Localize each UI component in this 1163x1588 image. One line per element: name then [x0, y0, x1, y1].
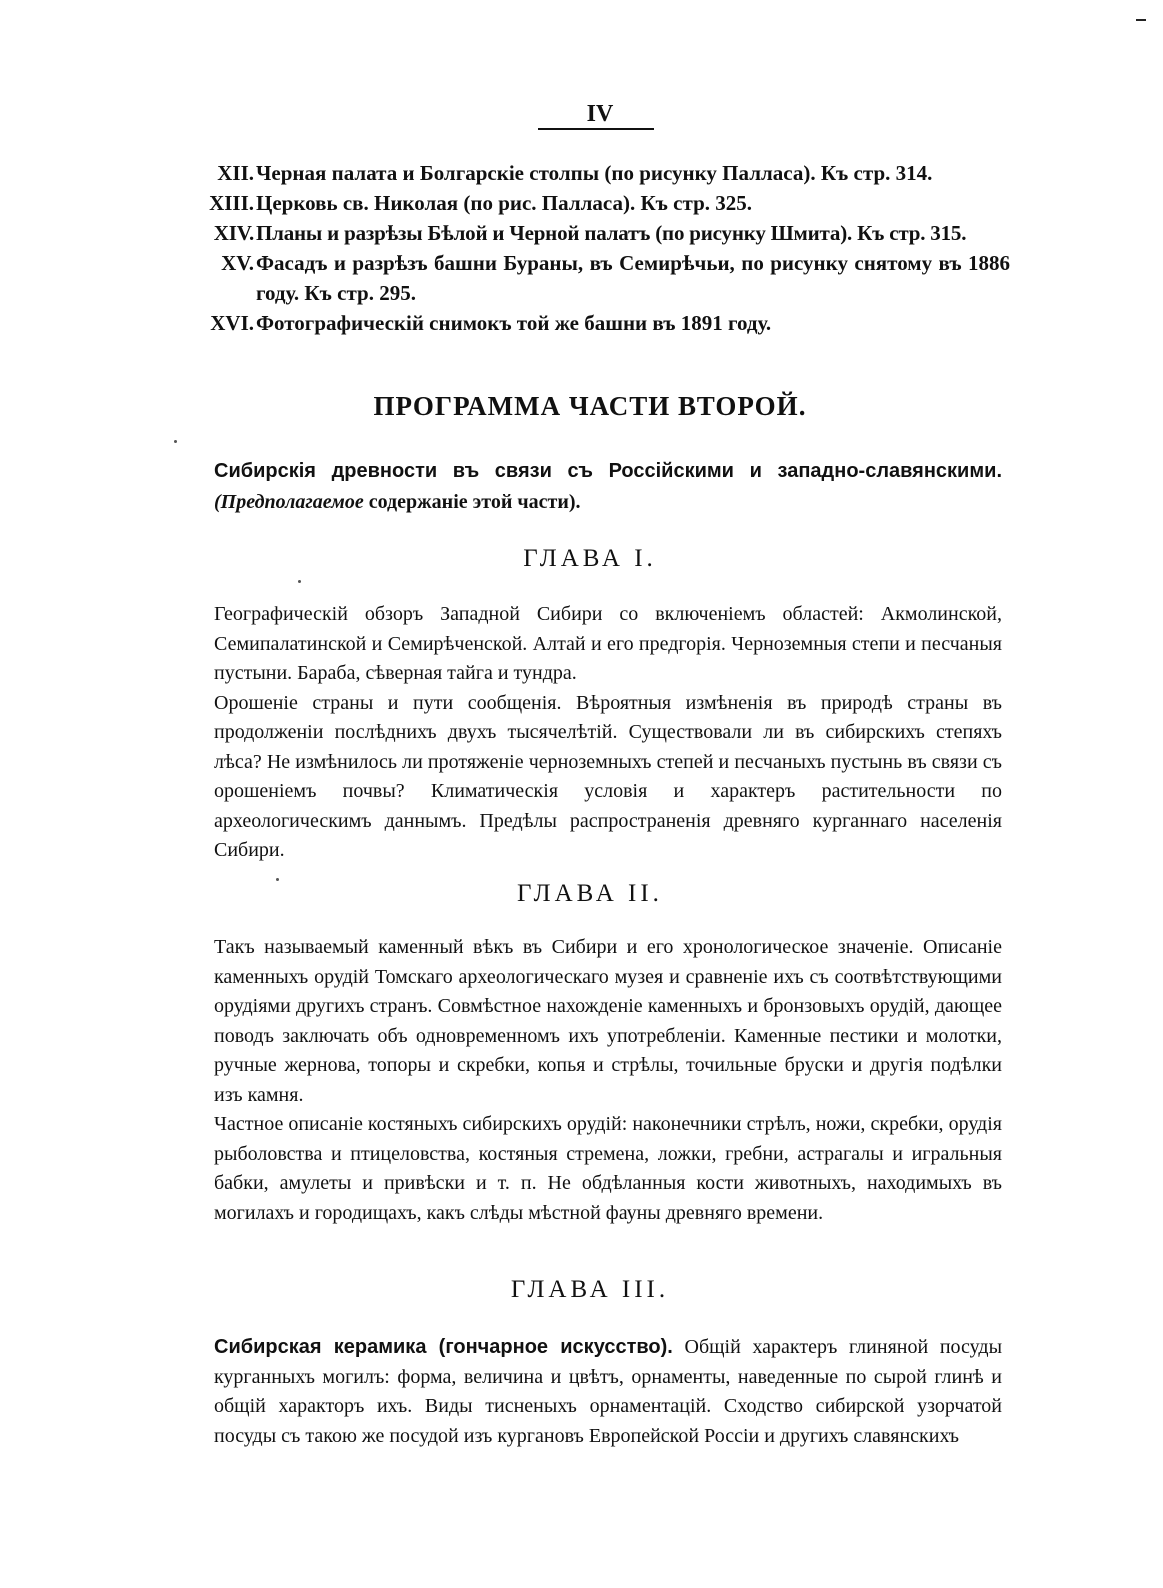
chapter-1-body: [214, 600, 1002, 866]
plate-caption: Планы и разрѣзы Бѣлой и Черной палатъ (по рисунку Шмита). Къ стр. 315.: [256, 221, 967, 245]
paragraph: Частное описаніе костяныхъ сибирскихъ орудій: наконечники стрѣлъ, ножи, скребки, орудія рыболовства и птицеловства, костяныя стремена, ложки, гребни, астрагалы и игральныя бабки, амулеты и привѣски и т. п. Не обдѣланныя кости животныхъ, находимыхъ въ могилахъ и городищахъ, какъ слѣды мѣстной фауны древняго времени.: [214, 1113, 1002, 1224]
chapter-1-title: ГЛАВА I.: [523, 545, 657, 572]
page-number: IV: [586, 101, 614, 127]
plate-number: XIV.: [213, 221, 254, 245]
intro-rest: содержаніе этой части).: [368, 491, 581, 513]
scan-speck: [276, 878, 279, 881]
plate-item: [170, 248, 1010, 308]
chapter-3-body: [214, 1333, 1002, 1451]
chapter-3-lead: Сибирская керамика (гончарное искусство).: [214, 1336, 673, 1358]
scan-speck: [174, 440, 177, 443]
paragraph: Географическій обзоръ Западной Сибири со включеніемъ областей: Акмолинской, Семипалатинской и Семирѣченской. Алтай и его предгорія. Черноземныя степи и песчаныя пустыни. Бараба, сѣверная тайга и тундра.: [214, 603, 1002, 684]
intro-italic: (Предполагаемое: [214, 491, 364, 513]
plate-number: XII.: [217, 161, 254, 185]
program-title: ПРОГРАММА ЧАСТИ ВТОРОЙ.: [373, 391, 807, 421]
plate-number: XIII.: [209, 191, 254, 215]
page-number-rule: [538, 128, 654, 130]
chapter-3-title: ГЛАВА III.: [510, 1276, 670, 1303]
intro-bold: Сибирскія древности въ связи съ Россійскими и западно-славянскими.: [214, 460, 1002, 482]
program-intro: [166, 456, 1002, 518]
scan-edge-mark: [1136, 19, 1146, 21]
plate-number: XV.: [221, 251, 254, 275]
plate-number: XVI.: [210, 311, 254, 335]
plate-caption: Фасадъ и разрѣзъ башни Бураны, въ Семирѣчьи, по рисунку снятому въ 1886 году. Къ стр. 295.: [256, 251, 1010, 305]
paragraph: Орошеніе страны и пути сообщенія. Вѣроятныя измѣненія въ природѣ страны въ продолженіи послѣднихъ двухъ тысячелѣтій. Существовали ли въ сибирскихъ степяхъ лѣса? Не измѣнилось ли протяженіе черноземныхъ степей и песчаныхъ пустынь въ связи съ орошеніемъ почвы? Климатическія условія и характеръ растительности по археологическимъ даннымъ. Предѣлы распространенія древняго курганнаго населенія Сибири.: [214, 691, 1002, 861]
chapter-3-text: Общій характеръ глиняной посуды курганныхъ могилъ: форма, величина и цвѣтъ, орнаменты, наведенные по сырой глинѣ и общій характоръ ихъ. Виды тисненыхъ орнаментацій. Сходство сибирской узорчатой посуды съ такою же посудой изъ кургановъ Европейской Россіи и другихъ славянскихъ: [214, 1336, 1003, 1447]
program-intro-text: [166, 456, 1002, 518]
plate-caption: Фотографическій снимокъ той же башни въ 1891 году.: [256, 311, 772, 335]
plate-item: [170, 188, 1010, 218]
plate-item: [170, 158, 1010, 188]
chapter-2-body: [214, 933, 1002, 1228]
scan-speck: [298, 580, 301, 583]
plates-list: [170, 158, 1010, 338]
plate-caption: Церковь св. Николая (по рис. Палласа). Къ стр. 325.: [256, 191, 753, 215]
plate-item: [170, 218, 1010, 248]
plate-item: [170, 308, 1010, 338]
plate-caption: Черная палата и Болгарскіе столпы (по рисунку Палласа). Къ стр. 314.: [256, 161, 933, 185]
chapter-2-title: ГЛАВА II.: [517, 880, 663, 907]
paragraph: [214, 1333, 1002, 1451]
paragraph: Такъ называемый каменный вѣкъ въ Сибири и его хронологическое значеніе. Описаніе каменныхъ орудій Томскаго археологическаго музея и сравненіе ихъ съ соотвѣтствующими орудіями другихъ странъ. Совмѣстное нахожденіе каменныхъ и бронзовыхъ орудій, дающее поводъ заключать объ одновременномъ ихъ употребленіи. Каменные пестики и молотки, ручные жернова, топоры и скребки, копья и стрѣлы, точильные бруски и другія подѣлки изъ камня.: [214, 936, 1002, 1106]
